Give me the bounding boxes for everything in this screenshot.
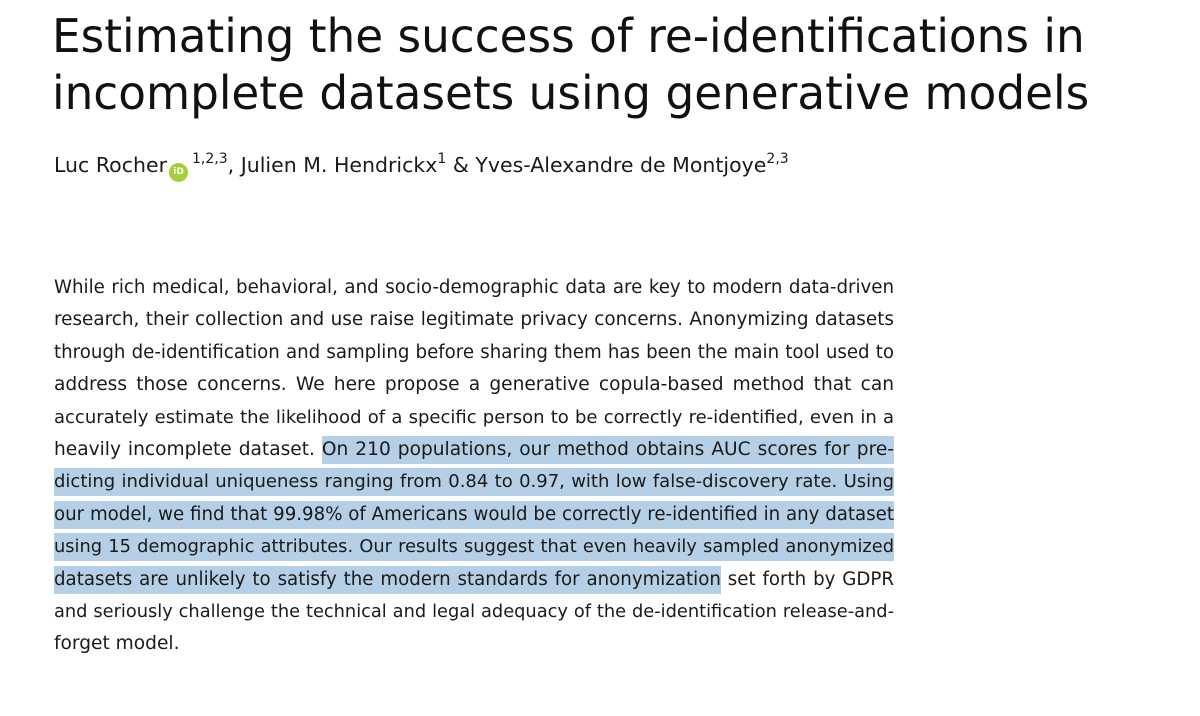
abstract-line (54, 272, 894, 304)
abstract-line (54, 628, 894, 660)
abstract-line (54, 337, 894, 369)
abstract-line (54, 369, 894, 401)
abstract-line (54, 402, 894, 434)
abstract-text: forget model. (54, 633, 180, 655)
highlighted-text[interactable]: On 210 populations, our method obtains AUC scores for pre- (322, 436, 894, 464)
abstract-line (54, 304, 894, 336)
author-affiliation: 2,3 (766, 151, 789, 167)
abstract-text: research, their collection and use raise legitimate privacy concerns. Anonymizing datasets (54, 309, 894, 331)
abstract-text: accurately estimate the likelihood of a specific person to be correctly re-identified, even in a (54, 406, 894, 428)
abstract-text: address those concerns. We here propose a generative copula-based method that can (54, 374, 894, 396)
abstract-text: heavily incomplete dataset. (54, 438, 322, 460)
author-separator: , (227, 153, 241, 177)
title-line: Estimating the success of re-identifications in (52, 9, 1085, 63)
abstract-line (54, 434, 894, 466)
author-affiliation: 1,2,3 (192, 151, 228, 167)
orcid-icon[interactable]: iD (169, 163, 188, 182)
abstract-line (54, 564, 894, 596)
author-list (54, 150, 789, 182)
abstract-text: While rich medical, behavioral, and socio-demographic data are key to modern data-driven (54, 277, 894, 298)
title-line: incomplete datasets using generative models (52, 66, 1090, 120)
abstract-text: through de-identification and sampling before sharing them has been the main tool used to (54, 341, 894, 363)
paper-title (52, 8, 1155, 122)
highlighted-text[interactable]: using 15 demographic attributes. Our results suggest that even heavily sampled anonymized (54, 533, 894, 561)
highlighted-text[interactable]: dicting individual uniqueness ranging from 0.84 to 0.97, with low false-discovery rate. Using (54, 468, 894, 496)
abstract-line (54, 466, 894, 498)
author-affiliation: 1 (437, 151, 447, 167)
highlighted-text[interactable]: our model, we find that 99.98% of Americans would be correctly re-identified in any dataset (54, 501, 894, 529)
author-name[interactable]: Yves-Alexandre de Montjoye (475, 153, 767, 177)
abstract (54, 272, 894, 661)
abstract-text: and seriously challenge the technical and legal adequacy of the de-identification release-and- (54, 600, 894, 622)
abstract-text: set forth by GDPR (720, 568, 894, 590)
author-separator: & (446, 153, 476, 177)
highlighted-text[interactable]: datasets are unlikely to satisfy the modern standards for anonymization (54, 566, 721, 594)
author-name[interactable]: Julien M. Hendrickx (240, 153, 438, 177)
abstract-line (54, 531, 894, 563)
abstract-line (54, 499, 894, 531)
abstract-line (54, 596, 894, 628)
author-name[interactable]: Luc Rocher (54, 153, 168, 177)
